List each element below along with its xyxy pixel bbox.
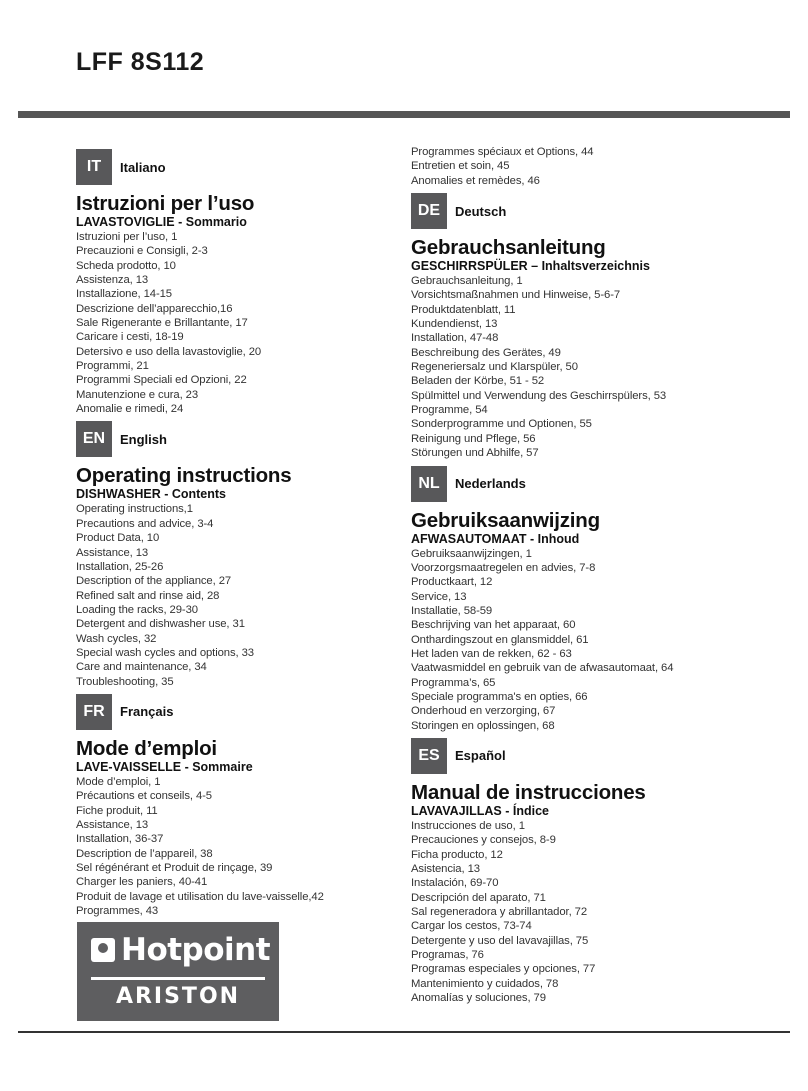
contents-item: Reinigung und Pflege, 56 [411,432,536,445]
contents-item: Programmes spéciaux et Options, 44 [411,146,594,158]
contents-item: Entretien et soin, 45 [411,160,510,173]
contents-item: Beschrijving van het apparaat, 60 [411,619,576,632]
contents-item: Installation, 36-37 [76,833,164,846]
contents-item: Speciale programma's en opties, 66 [411,690,588,703]
contents-item: Descripción del aparato, 71 [411,891,546,904]
section-subtitle: LAVASTOVIGLIE - Sommario [76,215,247,229]
contents-list [76,502,406,688]
contents-item: Precauzioni e Consigli, 2-3 [76,245,208,258]
section-subtitle: GESCHIRRSPÜLER – Inhaltsverzeichnis [411,259,650,274]
contents-item: Asistencia, 13 [411,863,480,875]
contents-item: Refined salt and rinse aid, 28 [76,589,220,602]
contents-item: Produit de lavage et utilisation du lave-vaisselle,42 [76,890,324,903]
contents-item: Installation, 47-48 [411,332,499,345]
contents-item: Detergent and dishwasher use, 31 [76,618,245,631]
contents-item: Fiche produit, 11 [76,804,158,817]
contents-item: Vorsichtsmaßnahmen und Hinweise, 5-6-7 [411,289,621,302]
language-header [411,191,741,231]
contents-item: Beladen der Körbe, 51 - 52 [411,375,545,388]
contents-item: Programas, 76 [411,949,484,962]
language-name: Français [120,704,174,720]
contents-item: Storingen en oplossingen, 68 [411,719,555,732]
contents-list [411,274,741,460]
language-name: Nederlands [455,476,526,491]
language-section-en [76,419,406,688]
section-title: Gebruiksaanwijzing [411,508,600,532]
contents-item: Programas especiales y opciones, 77 [411,963,596,976]
language-code-badge: FR [76,694,112,730]
contents-list [411,547,741,733]
contents-item: Descrizione dell’apparecchio,16 [76,302,233,315]
section-subtitle: LAVE-VAISSELLE - Sommaire [76,759,253,774]
contents-item: Description of the appliance, 27 [76,575,232,588]
language-name: Español [455,748,506,764]
contents-item: Beschreibung des Gerätes, 49 [411,346,561,359]
contents-list [76,775,406,918]
contents-item: Produktdatenblatt, 11 [411,303,516,316]
hotpoint-ariston-logo [77,922,279,1021]
contents-item: Troubleshooting, 35 [76,675,174,688]
language-header [76,419,406,459]
language-header [411,464,741,504]
contents-item: Vaatwasmiddel en gebruik van de afwasautomaat, 64 [411,662,674,675]
right-column [411,145,741,1008]
contents-item: Anomalie e rimedi, 24 [76,403,184,416]
contents-item: Regeneriersalz und Klarspüler, 50 [411,361,578,374]
logo-divider [91,977,265,980]
language-section-de [411,191,741,460]
logo-brand-top: Hotpoint [121,932,271,968]
contents-item: Assistenza, 13 [76,274,149,287]
contents-item: Service, 13 [411,590,467,603]
contents-item: Detersivo e uso della lavastoviglie, 20 [76,345,262,358]
contents-item: Mantenimiento y cuidados, 78 [411,977,559,990]
contents-item: Precautions and advice, 3-4 [76,517,214,530]
contents-item: Charger les paniers, 40-41 [76,876,208,889]
contents-item: Care and maintenance, 34 [76,661,207,674]
contents-item: Spülmittel und Verwendung des Geschirrspülers, 53 [411,389,667,402]
language-section-nl [411,464,741,733]
section-subtitle: AFWASAUTOMAAT - Inhoud [411,531,580,546]
language-section-es [411,736,741,1005]
left-column [76,147,406,921]
contents-item: Installatie, 58-59 [411,604,493,617]
contents-item: Sonderprogramme und Optionen, 55 [411,418,592,431]
contents-item: Sale Rigenerante e Brillantante, 17 [76,317,248,330]
contents-item: Product Data, 10 [76,532,160,545]
top-divider [18,111,790,118]
contents-item: Instalación, 69-70 [411,877,499,890]
section-title: Gebrauchsanleitung [411,236,606,260]
language-header [411,736,741,776]
contents-item: Het laden van de rekken, 62 - 63 [411,647,572,660]
language-code-badge: ES [411,738,447,774]
contents-item: Assistance, 13 [76,546,149,559]
contents-item: Störungen und Abhilfe, 57 [411,447,539,460]
language-name: Deutsch [455,203,507,219]
bottom-divider [18,1031,790,1033]
contents-item: Installation, 25-26 [76,560,164,573]
contents-item: Gebrauchsanleitung, 1 [411,275,523,288]
contents-list [76,230,406,416]
contents-item: Onthardingszout en glansmiddel, 61 [411,633,589,646]
language-code-badge: DE [411,193,447,229]
contents-item: Onderhoud en verzorging, 67 [411,705,556,718]
contents-item: Programme, 54 [411,404,488,417]
contents-item: Ficha producto, 12 [411,848,503,861]
section-title: Manual de instrucciones [411,780,646,804]
contents-item: Mode d’emploi, 1 [76,775,161,788]
contents-item: Kundendienst, 13 [411,318,498,331]
section-subtitle: DISHWASHER - Contents [76,487,226,502]
contents-item: Scheda prodotto, 10 [76,259,176,272]
contents-list [411,819,741,1005]
language-name: Italiano [120,159,166,175]
contents-item: Precauciones y consejos, 8-9 [411,834,556,847]
section-title: Operating instructions [76,464,292,488]
model-title: LFF 8S112 [76,48,205,76]
language-code-badge: IT [76,149,112,185]
contents-item: Instrucciones de uso, 1 [411,819,525,832]
contents-item: Cargar los cestos, 73-74 [411,920,532,933]
section-title: Istruzioni per l’uso [76,192,255,215]
section-subtitle: LAVAVAJILLAS - Índice [411,803,549,818]
logo-brand-bottom: ARISTON [115,984,241,1009]
contents-item: Loading the racks, 29-30 [76,603,198,616]
language-section-fr [76,692,406,918]
contents-item: Caricare i cesti, 18-19 [76,331,184,344]
contents-item: Wash cycles, 32 [76,632,157,645]
contents-item: Assistance, 13 [76,818,149,831]
contents-item: Manutenzione e cura, 23 [76,388,199,401]
contents-item: Istruzioni per l’uso, 1 [76,231,178,243]
contents-item: Operating instructions,1 [76,503,193,516]
contents-item: Précautions et conseils, 4-5 [76,790,212,803]
contents-item: Gebruiksaanwijzingen, 1 [411,547,532,560]
contents-item: Sal regeneradora y abrillantador, 72 [411,906,588,919]
language-name: English [120,431,167,447]
language-header [76,147,406,187]
contents-item: Programmes, 43 [76,905,159,918]
fr-continued-list [411,145,741,188]
contents-item: Special wash cycles and options, 33 [76,646,254,659]
section-title: Mode d’emploi [76,736,217,760]
contents-item: Anomalías y soluciones, 79 [411,992,546,1005]
contents-item: Programmi Speciali ed Opzioni, 22 [76,374,247,387]
hotpoint-logo-icon [91,938,115,962]
contents-item: Programmi, 21 [76,360,149,373]
contents-item: Productkaart, 12 [411,576,493,589]
contents-item: Programma’s, 65 [411,676,496,689]
contents-item: Voorzorgsmaatregelen en advies, 7-8 [411,561,596,574]
contents-item: Detergente y uso del lavavajillas, 75 [411,934,589,947]
contents-item: Sel régénérant et Produit de rinçage, 39 [76,862,273,874]
contents-item: Installazione, 14-15 [76,288,172,301]
contents-item: Anomalies et remèdes, 46 [411,174,540,187]
language-header [76,692,406,732]
contents-item: Description de l’appareil, 38 [76,847,213,860]
language-code-badge: EN [76,421,112,457]
language-code-badge: NL [411,466,447,502]
language-section-it [76,147,406,416]
